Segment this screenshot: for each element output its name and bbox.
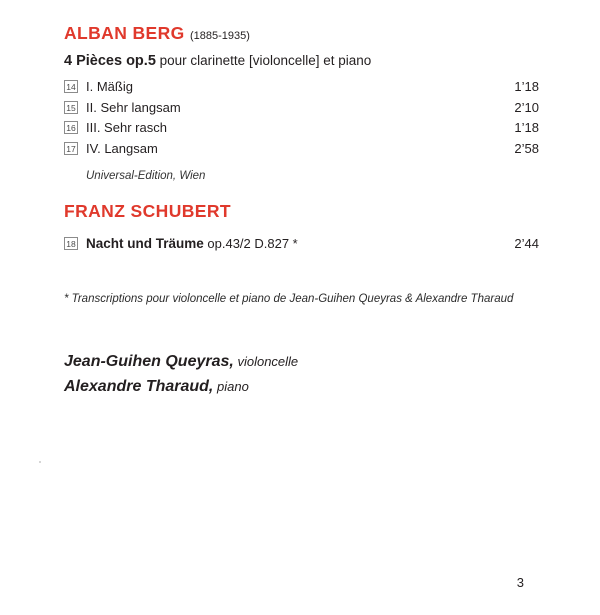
list-item	[64, 350, 298, 375]
track-title-catalog: op.43/2 D.827 *	[203, 236, 298, 251]
table-row	[64, 138, 564, 159]
composer-name-text: FRANZ SCHUBERT	[64, 201, 231, 221]
table-row	[64, 97, 564, 118]
track-list-berg	[64, 76, 564, 158]
performer-role: violoncelle	[233, 354, 299, 369]
page-number: 3	[516, 575, 524, 590]
table-row	[64, 76, 564, 97]
table-row	[64, 117, 564, 138]
transcription-footnote: * Transcriptions pour violoncelle et piano de Jean-Guihen Queyras & Alexandre Tharaud	[64, 293, 514, 305]
work-title-subtitle: pour clarinette [violoncelle] et piano	[155, 53, 372, 69]
list-item	[64, 375, 298, 400]
composer-name-schubert	[64, 202, 564, 221]
track-duration: 2’44	[514, 236, 539, 251]
track-number-badge: 17	[64, 142, 78, 155]
track-number-badge: 14	[64, 80, 78, 93]
composer-section-schubert	[64, 202, 564, 254]
performer-name: Jean-Guihen Queyras,	[64, 353, 234, 370]
work-title-main: 4 Pièces op.5	[64, 53, 156, 70]
track-title: III. Sehr rasch	[86, 120, 167, 136]
track-title: I. Mäßig	[86, 79, 133, 95]
performer-name: Alexandre Tharaud,	[64, 377, 214, 395]
composer-dates: (1885-1935)	[189, 30, 250, 42]
work-title-berg	[64, 52, 564, 70]
track-duration: 1’18	[514, 120, 539, 136]
performer-list	[64, 350, 298, 400]
track-list-schubert	[64, 233, 564, 254]
track-title: II. Sehr langsam	[86, 99, 181, 115]
track-number-badge: 15	[64, 101, 78, 114]
table-row	[64, 233, 564, 254]
composer-name-text: ALBAN BERG	[64, 23, 185, 43]
track-number-badge: 18	[64, 237, 78, 250]
track-duration: 2’10	[514, 99, 539, 115]
publisher-credit: Universal-Edition, Wien	[86, 170, 206, 183]
track-title: IV. Langsam	[86, 140, 158, 156]
paper-speck	[39, 461, 41, 463]
composer-section-berg	[64, 24, 564, 182]
composer-name-berg	[64, 24, 564, 43]
track-number-badge: 16	[64, 121, 78, 134]
performer-role: piano	[213, 378, 249, 394]
track-duration: 2’58	[514, 140, 539, 156]
track-title-main: Nacht und Träume	[86, 236, 204, 251]
track-duration: 1’18	[514, 79, 539, 95]
